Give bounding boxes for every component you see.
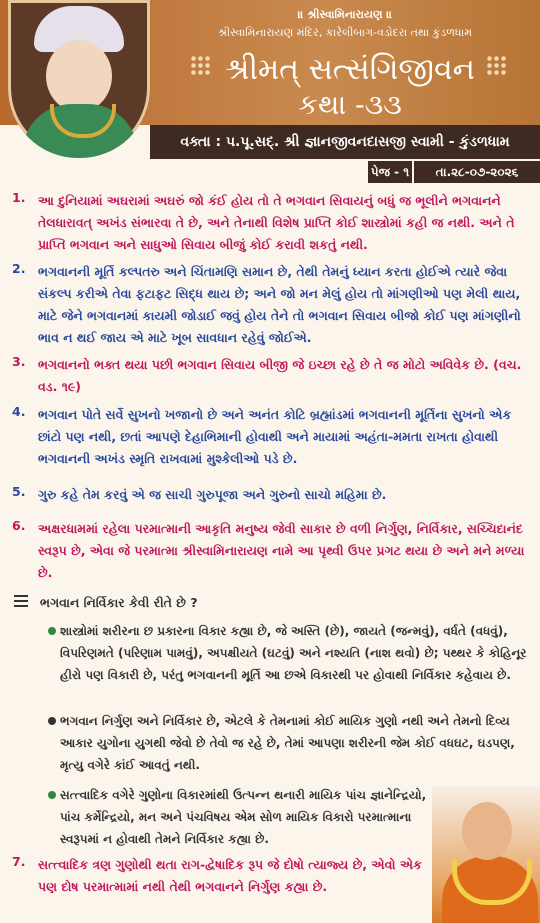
header-sub-line: શ્રીસ્વામિનારાયણ મંદિર, કારેલીબાગ-વડોદરા તથા કુંડળધામ — [218, 26, 472, 39]
menu-lines-icon — [14, 595, 28, 607]
point-text: ગુરુ કહે તેમ કરવું એ જ સાચી ગુરુપૂજા અને ગુરુનો સાચો મહિમા છે. — [38, 487, 387, 502]
point-text: અક્ષરધામમાં રહેલા પરમાત્માની આકૃતિ મનુષ્ય જેવી સાકાર છે વળી નિર્ગુણ, નિર્વિકાર, સચ્ચિદાનંદ સ્વરૂપ છે, એવા જે પરમાત્મા શ્રીસ્વામિનારાયણ નામે આ પૃથ્વી ઉપર પ્રગટ થયા છે અને મને મળ્યા છે. — [38, 521, 525, 580]
point-number: 2. — [12, 261, 26, 276]
header-top-line: ॥ શ્રીસ્વામિનારાયણ ॥ — [297, 8, 393, 21]
point-number: 7. — [12, 854, 26, 869]
bullet-text: સત્ત્વાદિક વગેરે ગુણોના વિકારમાંથી ઉત્પન્ન થનારી માયિક પાંચ જ્ઞાનેન્દ્રિયો, પાંચ કર્મેન્દ્રિયો, મન અને પંચવિષય એમ સોળ માયિક વિકારો પરમાત્માના સ્વરૂપમાં ન હોવાથી તેમને નિર્વિકાર કહ્યા છે. — [60, 788, 427, 846]
point-text: ભગવાન પોતે સર્વે સુખનો ખજાનો છે અને અનંત કોટિ બ્રહ્માંડમાં ભગવાનની મૂર્તિના સુખનો એક છાંટો પણ નથી, છતાં આપણે દેહાભિમાની હોવાથી અને માયામાં અહંતા-મમતા રાખતા હોવાથી ભગવાનની અખંડ સ્મૃતિ રાખવામાં મુશ્કેલીઓ પડે છે. — [38, 407, 512, 466]
point-text: ભગવાનનો ભક્ત થયા પછી ભગવાન સિવાય બીજી જે ઇચ્છા રહે છે તે જ મોટો અવિવેક છે. (વચ. વડ. ૧૯) — [38, 357, 522, 394]
date-badge: તા.૨૮-૦૭-૨૦૨૬ — [414, 161, 540, 183]
deity-face — [46, 40, 112, 112]
bullet-text: ભગવાન નિર્ગુણ અને નિર્વિકાર છે, એટલે કે તેમનામાં કોઈ માયિક ગુણો નથી અને તેમનો દિવ્ય આકાર યુગોના યુગથી જેવો છે તેવો જ રહે છે, તેમાં આપણા શરીરની જેમ કોઈ વધઘટ, ઘડપણ, મૃત્યુ વગેરે કાંઈ આવતું નથી. — [60, 714, 515, 772]
deity-image — [8, 0, 150, 158]
bullet-text: શાસ્ત્રોમાં શરીરના છ પ્રકારના વિકાર કહ્યા છે, જે અસ્તિ (છે), જાયતે (જન્મવું), વર્ધતે (વધવું), વિપરિણમતે (પરિણામ પામવું), અપક્ષીયતે (ઘટવું) અને નશ્યતિ (નાશ થવો) છે; પથ્થર કે કોહિનૂર હીરો પણ વિકારી છે, પરંતુ ભગવાનની મૂર્તિ આ છએ વિકારથી પર હોવાથી નિર્વિકાર કહેવાય છે. — [60, 624, 527, 682]
speaker-head — [462, 802, 512, 860]
point-number: 4. — [12, 404, 26, 419]
bullet-icon — [48, 627, 56, 635]
point-text: સત્ત્વાદિક ત્રણ ગુણોથી થતા રાગ-દ્વેષાદિક રૂપ જે દોષો ત્યાજ્ય છે, એવો એક પણ દોષ પરમાત્મામાં નથી તેથી ભગવાનને નિર્ગુણ કહ્યા છે. — [38, 857, 422, 894]
point-number: 3. — [12, 354, 26, 369]
point-number: 1. — [12, 190, 26, 205]
point-text: ભગવાનની મૂર્તિ કલ્પતરુ અને ચિંતામણિ સમાન છે, તેથી તેમનું ધ્યાન કરતા હોઈએ ત્યારે જેવા સંકલ્પ કરીએ તેવા ફટાફટ સિદ્ધ થાય છે; અને જો મન મેલું હોય તો માંગણીઓ પણ મેલી થાય, માટે જેને ભગવાનમાં કાયમી જોડાઈ જવું હોય તેને તો ભગવાન સિવાય બીજો કોઈ પણ માંગણીનો ભાવ ન થઈ જાય એ માટે ખૂબ સાવધાન રહેવું જોઈએ. — [38, 264, 521, 345]
point-number: 5. — [12, 484, 26, 499]
point-number: 6. — [12, 518, 26, 533]
page-title: શ્રીમત્ સત્સંગિજીવન — [224, 52, 476, 87]
speaker-photo — [432, 786, 540, 923]
bullet-icon — [48, 717, 56, 725]
bullet-icon — [48, 791, 56, 799]
point-text: આ દુનિયામાં અઘરામાં અઘરું જો કંઈ હોય તો તે ભગવાન સિવાયનું બધું જ ભૂલીને ભગવાનને તેલધારાવત્ અખંડ સંભારવા તે છે, અને તેનાથી વિશેષ પ્રાપ્તિ કોઈ શાસ્ત્રોમાં કહી જ નથી. અને તે પ્રાપ્તિ ભગવાન અને સાધુઓ સિવાય બીજું કોઈ કરાવી શકતું નથી. — [38, 193, 515, 252]
page-number-badge: પેજ - ૧ — [368, 161, 412, 183]
question-text: ભગવાન નિર્વિકાર કેવી રીતે છે ? — [40, 595, 198, 610]
speaker-bar: વક્તા : પ.પૂ.સદ્. શ્રી જ્ઞાનજીવનદાસજી સ્વામી - કુંડળધામ — [150, 125, 540, 159]
katha-number: કથા -૩૩ — [298, 88, 402, 121]
